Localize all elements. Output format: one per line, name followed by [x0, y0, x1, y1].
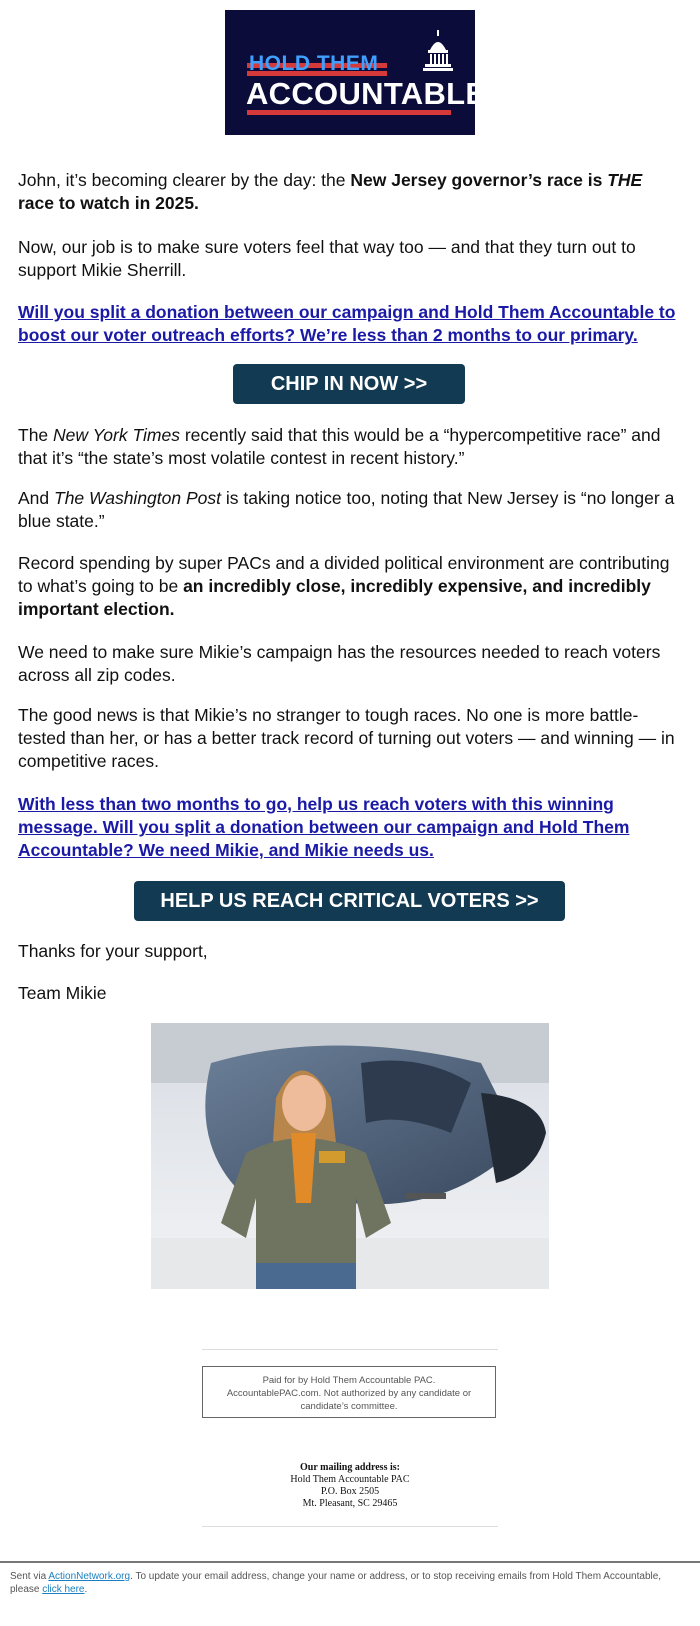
split-donation-link-1[interactable]: Will you split a donation between our campaign and Hold Them Accountable to boost our voter outreach efforts? We’re less than 2 months to our primary. — [18, 302, 676, 345]
mailing-heading: Our mailing address is: — [300, 1462, 400, 1473]
spending-paragraph: Record spending by super PACs and a divided political environment are contributing to what’s going to be an incredibly close, incredibly expensive, and incredibly important election. — [18, 553, 670, 619]
donation-link-paragraph-1 — [18, 301, 683, 347]
resources-paragraph: We need to make sure Mikie’s campaign has the resources needed to reach voters across all zip codes. — [18, 642, 661, 685]
mikie-sherrill-helicopter-photo[interactable] — [151, 1023, 549, 1289]
signoff-text: Team Mikie — [18, 983, 107, 1003]
hold-them-accountable-logo[interactable] — [225, 10, 487, 135]
mailing-line2: P.O. Box 2505 — [320, 1486, 380, 1497]
help-reach-voters-button[interactable]: HELP US REACH CRITICAL VOTERS >> — [134, 881, 565, 921]
split-donation-link-2[interactable]: With less than two months to go, help us reach voters with this winning message. Will you split a donation between our campaign and Hold Them Accountable? We need Mikie, and Mikie needs us. — [18, 794, 630, 860]
actionnetwork-link[interactable]: ActionNetwork.org — [48, 1571, 131, 1582]
good-news-paragraph: The good news is that Mikie’s no stranger to tough races. No one is more battle-tested than her, or has a better track record of turning out voters — and winning — in competitive races. — [18, 705, 675, 771]
logo-line2: ACCOUNTABLE — [246, 76, 487, 111]
intro-paragraph-1: John, it’s becoming clearer by the day: the New Jersey governor’s race is THE race to watch in 2025. — [18, 170, 643, 213]
chip-in-now-button[interactable]: CHIP IN NOW >> — [233, 364, 465, 404]
divider-bottom — [202, 1526, 498, 1527]
logo-line1: HOLD THEM — [249, 52, 379, 75]
capitol-dome-icon — [422, 30, 454, 76]
mailing-line1: Hold Them Accountable PAC — [290, 1474, 410, 1485]
unsubscribe-footer: Sent via ActionNetwork.org. To update your email address, change your name or address, or to stop receiving emails from Hold Them Accountable, please click here. — [10, 1571, 662, 1595]
intro-paragraph-2: Now, our job is to make sure voters feel that way too — and that they turn out to support Mikie Sherrill. — [18, 237, 636, 280]
divider-top — [202, 1349, 498, 1350]
donation-link-paragraph-2 — [18, 793, 683, 862]
mailing-line3: Mt. Pleasant, SC 29465 — [302, 1498, 398, 1509]
wapo-paragraph: And The Washington Post is taking notice too, noting that New Jersey is “no longer a blue state.” — [18, 488, 675, 531]
mailing-address — [200, 1462, 500, 1510]
footer-divider — [0, 1561, 700, 1563]
thanks-text: Thanks for your support, — [18, 941, 208, 961]
nyt-paragraph: The New York Times recently said that this would be a “hypercompetitive race” and that it’s “the state’s most volatile contest in recent history.” — [18, 425, 661, 468]
paid-for-disclaimer: Paid for by Hold Them Accountable PAC. AccountablePAC.com. Not authorized by any candidate or candidate’s committee. — [202, 1366, 496, 1418]
click-here-link[interactable]: click here — [42, 1584, 85, 1595]
